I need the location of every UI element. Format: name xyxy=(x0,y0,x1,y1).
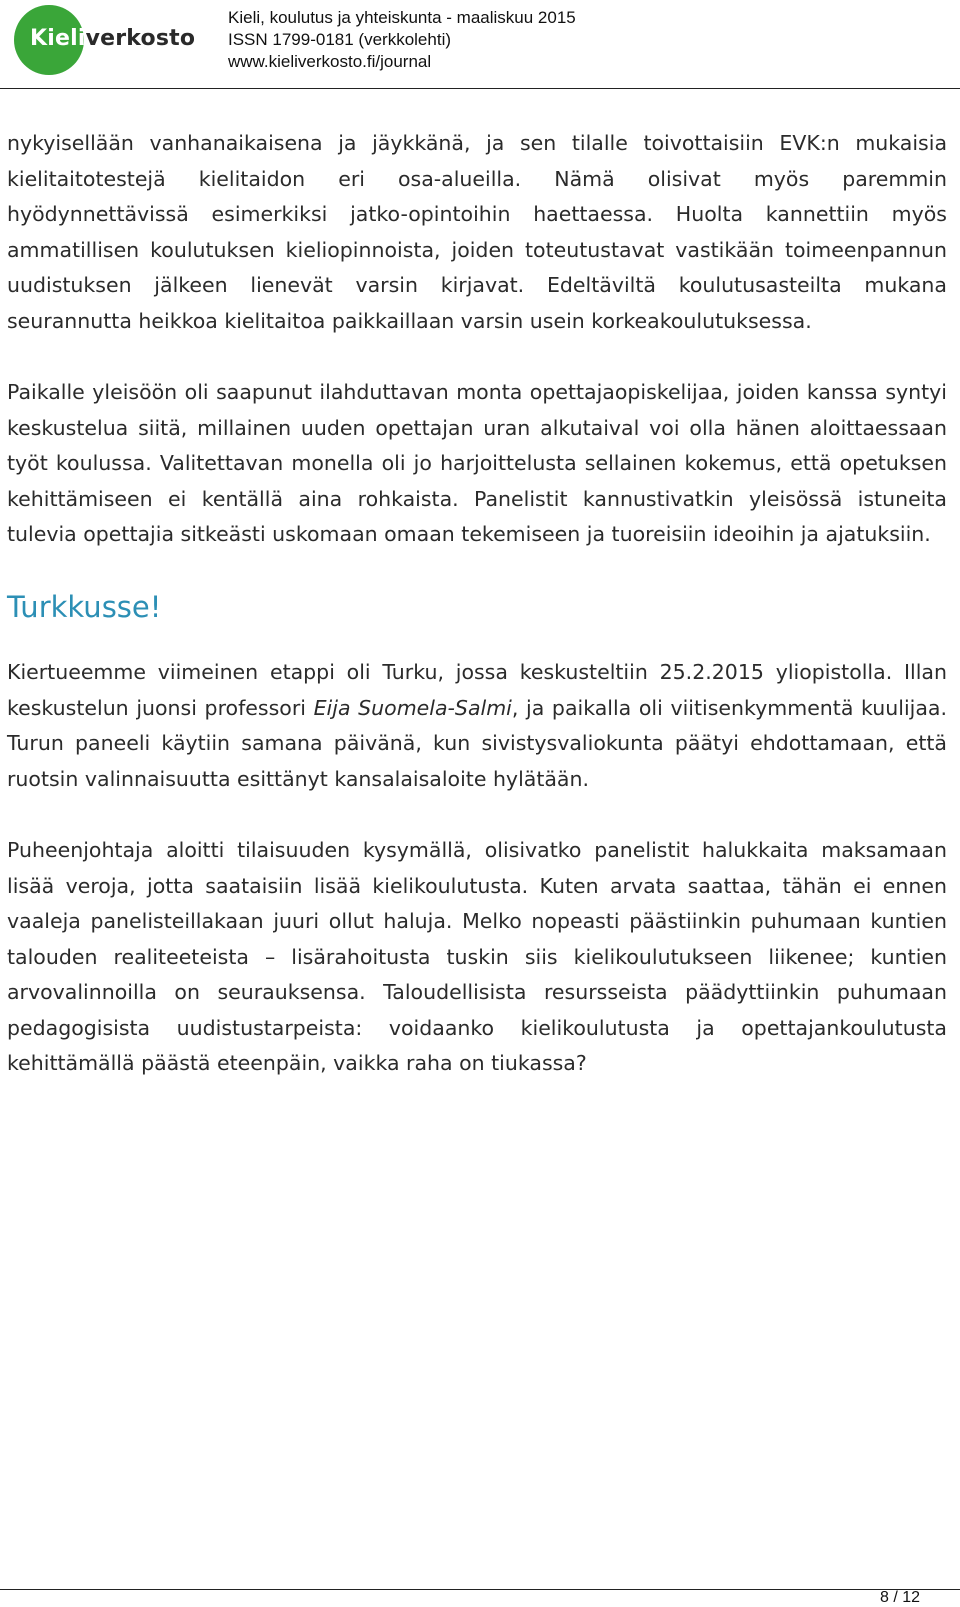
journal-issn: ISSN 1799-0181 (verkkolehti) xyxy=(228,30,452,49)
page-number: 8 / 12 xyxy=(879,1589,920,1606)
journal-info xyxy=(228,7,576,73)
page-header xyxy=(0,0,960,90)
header-divider xyxy=(0,88,960,89)
paragraph-2: Paikalle yleisöön oli saapunut ilahduttavan monta opettajaopiskelijaa, joiden kanssa syntyi keskustelua siitä, millainen uuden opettajan uran alkutaival voi olla hänen aloittaessaan työt koulussa. Valitettavan monella oli jo harjoittelusta sellainen kokemus, että opetuksen kehittämiseen ei kentällä aina rohkaista. Panelistit kannustivatkin yleisössä istuneita tulevia opettajia sitkeästi uskomaan omaan tekemiseen ja tuoreisiin ideoihin ja ajatuksiin. xyxy=(7,380,947,547)
paragraph-3 xyxy=(7,655,947,797)
article-body xyxy=(7,126,947,1082)
journal-title: Kieli, koulutus ja yhteiskunta - maaliskuu 2015 xyxy=(228,8,576,27)
moderator-name: Eija Suomela-Salmi xyxy=(313,695,512,720)
logo-prefix: Kieli xyxy=(30,26,86,51)
paragraph-3-text-b: , ja paikalla oli viitisenkymmentä kuulijaa. Turun paneeli käytiin samana päivänä, kun sivistysvaliokunta päätyi ehdottamaan, että ruotsin valinnaisuutta esittänyt kansalaisaloite hylätään. xyxy=(7,695,947,791)
section-heading: Turkkusse! xyxy=(7,590,162,625)
footer-divider xyxy=(0,1589,960,1590)
journal-url: www.kieliverkosto.fi/journal xyxy=(228,52,432,71)
paragraph-4: Puheenjohtaja aloitti tilaisuuden kysymällä, olisivatko panelistit halukkaita maksamaan lisää veroja, jotta saataisiin lisää kielikoulutusta. Kuten arvata saattaa, tähän ei ennen vaaleja panelisteillakaan juuri ollut haluja. Melko nopeasti päästiinkin puhumaan kuntien talouden realiteeteista – lisärahoitusta tuskin siis kielikoulutukseen liikenee; kuntien arvovalinnoilla on seurauksensa. Taloudellisista resursseista päädyttiinkin puhumaan pedagogisista uudistustarpeista: voidaanko kielikoulutusta ja opettajankoulutusta kehittämällä päästä eteenpäin, vaikka raha on tiukassa? xyxy=(7,837,947,1076)
logo-suffix: verkosto xyxy=(85,26,196,51)
logo-wordmark xyxy=(30,26,195,51)
paragraph-1: nykyisellään vanhanaikaisena ja jäykkänä, ja sen tilalle toivottaisiin EVK:n mukaisia kielitaitotestejä kielitaidon eri osa-alueilla. Nämä olisivat myös paremmin hyödynnettävissä esimerkiksi jatko-opintoihin haettaessa. Huolta kannettiin myös ammatillisen koulutuksen kieliopinnoista, joiden toteutustavat vastikään toimeenpannun uudistuksen jälkeen lienevät varsin kirjavat. Edeltäviltä koulutusasteilta mukana seurannutta heikkoa kielitaitoa paikkaillaan varsin usein korkeakoulutuksessa. xyxy=(7,131,947,333)
paragraph-3-text-a: Kiertueemme viimeinen etappi oli Turku, jossa keskusteltiin 25.2.2015 yliopistolla. Illan keskustelun juonsi professori xyxy=(7,660,947,720)
